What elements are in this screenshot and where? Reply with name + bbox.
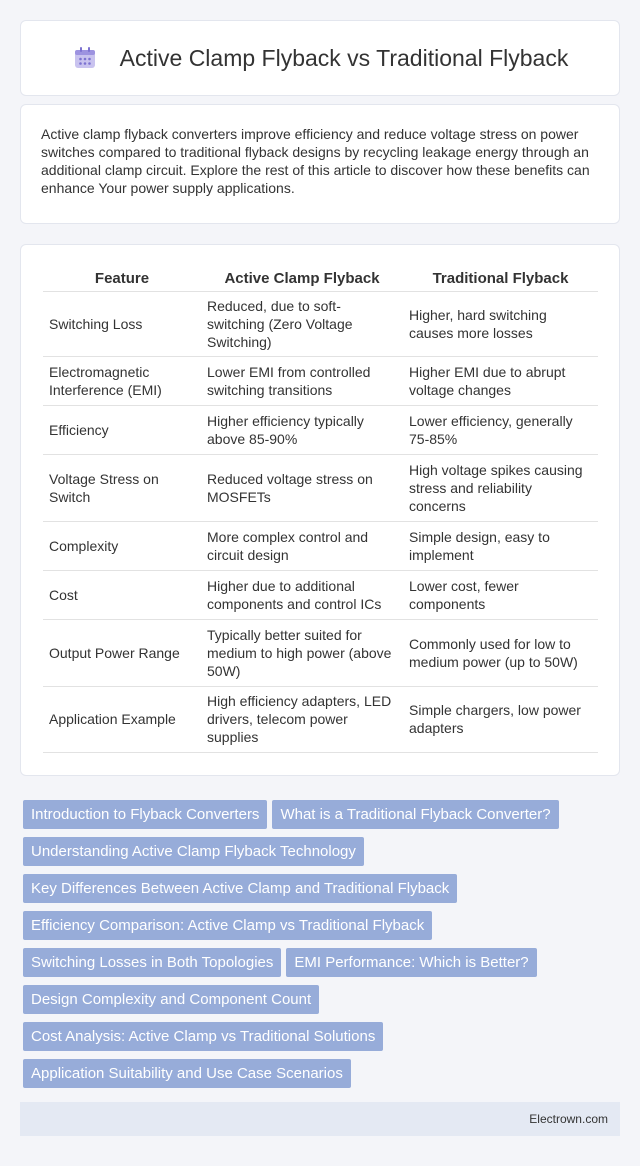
title-card [20,20,620,96]
feature-cell: Application Example [43,686,201,752]
link-traditional-flyback[interactable]: What is a Traditional Flyback Converter? [272,800,558,829]
link-efficiency-comparison[interactable]: Efficiency Comparison: Active Clamp vs Traditional Flyback [23,911,432,940]
link-cost-analysis[interactable]: Cost Analysis: Active Clamp vs Traditional Solutions [23,1022,383,1051]
active-clamp-cell: Typically better suited for medium to high power (above 50W) [201,619,403,686]
header-feature: Feature [43,267,201,291]
traditional-cell: Simple design, easy to implement [403,521,598,570]
active-clamp-cell: Reduced voltage stress on MOSFETs [201,454,403,521]
active-clamp-cell: Higher due to additional components and control ICs [201,570,403,619]
link-key-differences[interactable]: Key Differences Between Active Clamp and Traditional Flyback [23,874,457,903]
header-active-clamp: Active Clamp Flyback [201,267,403,291]
table-row [43,619,598,686]
feature-cell: Switching Loss [43,291,201,356]
footer [20,1102,620,1136]
intro-card [20,104,620,224]
feature-cell: Output Power Range [43,619,201,686]
traditional-cell: High voltage spikes causing stress and reliability concerns [403,454,598,521]
link-application-suitability[interactable]: Application Suitability and Use Case Scenarios [23,1059,351,1088]
comparison-table [43,267,598,753]
traditional-cell: Higher, hard switching causes more losses [403,291,598,356]
link-design-complexity[interactable]: Design Complexity and Component Count [23,985,319,1014]
related-links [23,800,620,1096]
active-clamp-cell: Lower EMI from controlled switching transitions [201,356,403,405]
traditional-cell: Lower efficiency, generally 75-85% [403,405,598,454]
feature-cell: Electromagnetic Interference (EMI) [43,356,201,405]
feature-cell: Voltage Stress on Switch [43,454,201,521]
table-row [43,356,598,405]
table-row [43,405,598,454]
feature-cell: Efficiency [43,405,201,454]
comparison-table-card [20,244,620,776]
active-clamp-cell: High efficiency adapters, LED drivers, telecom power supplies [201,686,403,752]
active-clamp-cell: Reduced, due to soft-switching (Zero Voltage Switching) [201,291,403,356]
link-emi-performance[interactable]: EMI Performance: Which is Better? [286,948,536,977]
footer-brand[interactable]: Electrown.com [529,1112,608,1126]
feature-cell: Complexity [43,521,201,570]
traditional-cell: Simple chargers, low power adapters [403,686,598,752]
traditional-cell: Higher EMI due to abrupt voltage changes [403,356,598,405]
header-traditional: Traditional Flyback [403,267,598,291]
table-row [43,521,598,570]
calendar-grid-icon [72,45,98,71]
table-row [43,570,598,619]
active-clamp-cell: Higher efficiency typically above 85-90% [201,405,403,454]
link-introduction-flyback[interactable]: Introduction to Flyback Converters [23,800,267,829]
page-title: Active Clamp Flyback vs Traditional Flyback [119,44,569,71]
intro-paragraph: Active clamp flyback converters improve efficiency and reduce voltage stress on power switches compared to traditional flyback designs by recycling leakage energy through an additional clamp circuit. Explore the rest of this article to discover how these benefits can enhance Your power supply applications. [41,126,590,196]
traditional-cell: Lower cost, fewer components [403,570,598,619]
table-header-row [43,267,598,291]
table-row [43,686,598,752]
table-row [43,291,598,356]
traditional-cell: Commonly used for low to medium power (up to 50W) [403,619,598,686]
link-active-clamp-technology[interactable]: Understanding Active Clamp Flyback Technology [23,837,364,866]
feature-cell: Cost [43,570,201,619]
table-row [43,454,598,521]
active-clamp-cell: More complex control and circuit design [201,521,403,570]
link-switching-losses[interactable]: Switching Losses in Both Topologies [23,948,281,977]
